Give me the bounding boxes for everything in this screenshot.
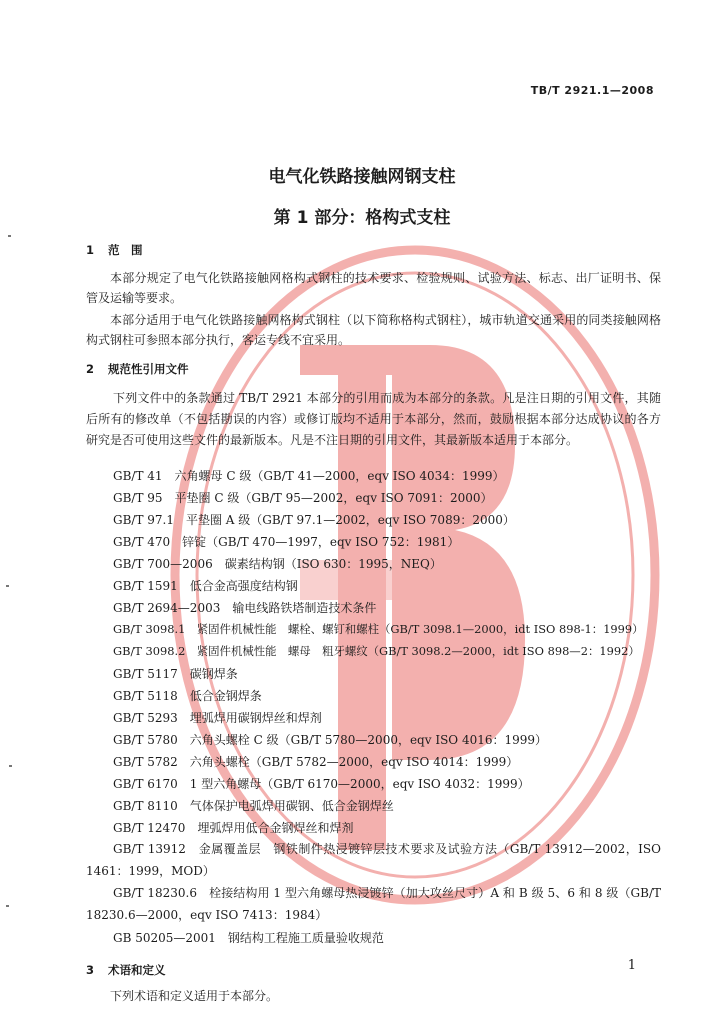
- section-heading-terms: [86, 962, 166, 978]
- terms-intro: 下列术语和定义适用于本部分。: [110, 989, 279, 1003]
- reference-item: GB 50205—2001 钢结构工程施工质量验收规范: [113, 931, 384, 945]
- reference-item: GB/T 5117 碳钢焊条: [113, 667, 238, 681]
- section-title: 规范性引用文件: [108, 362, 189, 376]
- reference-item: GB/T 2694—2003 输电线路铁塔制造技术条件: [113, 601, 377, 615]
- reference-item: GB/T 5293 埋弧焊用碳钢焊丝和焊剂: [113, 711, 322, 725]
- reference-item: GB/T 5780 六角头螺栓 C 级（GB/T 5780—2000，eqv ISO 4016：1999）: [113, 733, 548, 747]
- reference-item: GB/T 95 平垫圈 C 级（GB/T 95—2002，eqv ISO 7091：2000）: [113, 491, 493, 505]
- reference-item-wrapped: GB/T 18230.6 栓接结构用 1 型六角螺母热浸镀锌（加大攻丝尺寸）A 和 B 级 5、6 和 8 级（GB/T 18230.6—2000，eqv ISO 7413：1984）: [86, 886, 661, 922]
- section-number: 2: [86, 362, 95, 376]
- section-heading-scope: [86, 242, 143, 258]
- scope-paragraph-1: 本部分规定了电气化铁路接触网格构式钢柱的技术要求、检验规则、试验方法、标志、出厂证明书、保管及运输等要求。: [86, 271, 661, 305]
- section-heading-normative-references: [86, 361, 189, 377]
- reference-item: GB/T 6170 1 型六角螺母（GB/T 6170—2000，eqv ISO 4032：1999）: [113, 777, 530, 791]
- page-number: 1: [627, 958, 636, 973]
- scan-speck: [6, 585, 9, 587]
- reference-item: GB/T 5118 低合金钢焊条: [113, 689, 262, 703]
- normative-intro: 下列文件中的条款通过 TB/T 2921 本部分的引用而成为本部分的条款。凡是注日期的引用文件，其随后所有的修改单（不包括勘误的内容）或修订版均不适用于本部分，然而，鼓励根据本部分达成协议的各方研究是否可使用这些文件的最新版本。凡是不注日期的引用文件，其最新版本适用于本部分。: [86, 391, 661, 447]
- scan-speck: [8, 235, 11, 237]
- section-title: 术语和定义: [108, 963, 166, 977]
- reference-item: GB/T 3098.2 紧固件机械性能 螺母 粗牙螺纹（GB/T 3098.2—2000，idt ISO 898—2：1992）: [113, 644, 640, 658]
- scope-paragraph-2: 本部分适用于电气化铁路接触网格构式钢柱（以下简称格构式钢柱），城市轨道交通采用的同类接触网格构式钢柱可参照本部分执行，客运专线不宜采用。: [86, 313, 661, 347]
- document-title: 电气化铁路接触网钢支柱: [268, 167, 456, 187]
- reference-item-wrapped: GB/T 13912 金属覆盖层 钢铁制件热浸镀锌层技术要求及试验方法（GB/T 13912—2002，ISO 1461：1999，MOD）: [86, 842, 661, 878]
- document-subtitle: 第 1 部分：格构式支柱: [273, 208, 451, 228]
- reference-item: GB/T 8110 气体保护电弧焊用碳钢、低合金钢焊丝: [113, 799, 394, 813]
- section-number: 3: [86, 963, 95, 977]
- scan-speck: [6, 905, 9, 907]
- reference-item: GB/T 5782 六角头螺栓（GB/T 5782—2000，eqv ISO 4014：1999）: [113, 755, 519, 769]
- reference-item: GB/T 700—2006 碳素结构钢（ISO 630：1995，NEQ）: [113, 557, 442, 571]
- reference-item: GB/T 1591 低合金高强度结构钢: [113, 579, 298, 593]
- document-number: TB/T 2921.1—2008: [530, 84, 654, 97]
- reference-item: GB/T 41 六角螺母 C 级（GB/T 41—2000，eqv ISO 4034：1999）: [113, 469, 505, 483]
- section-title: 范 围: [108, 243, 143, 257]
- reference-item: GB/T 3098.1 紧固件机械性能 螺栓、螺钉和螺柱（GB/T 3098.1—2000，idt ISO 898-1：1999）: [113, 622, 644, 636]
- scan-speck: [9, 765, 12, 767]
- reference-item: GB/T 12470 埋弧焊用低合金钢焊丝和焊剂: [113, 821, 354, 835]
- reference-item: GB/T 470 锌锭（GB/T 470—1997，eqv ISO 752：1981）: [113, 535, 460, 549]
- reference-item: GB/T 97.1 平垫圈 A 级（GB/T 97.1—2002，eqv ISO 7089：2000）: [113, 513, 515, 527]
- section-number: 1: [86, 243, 95, 257]
